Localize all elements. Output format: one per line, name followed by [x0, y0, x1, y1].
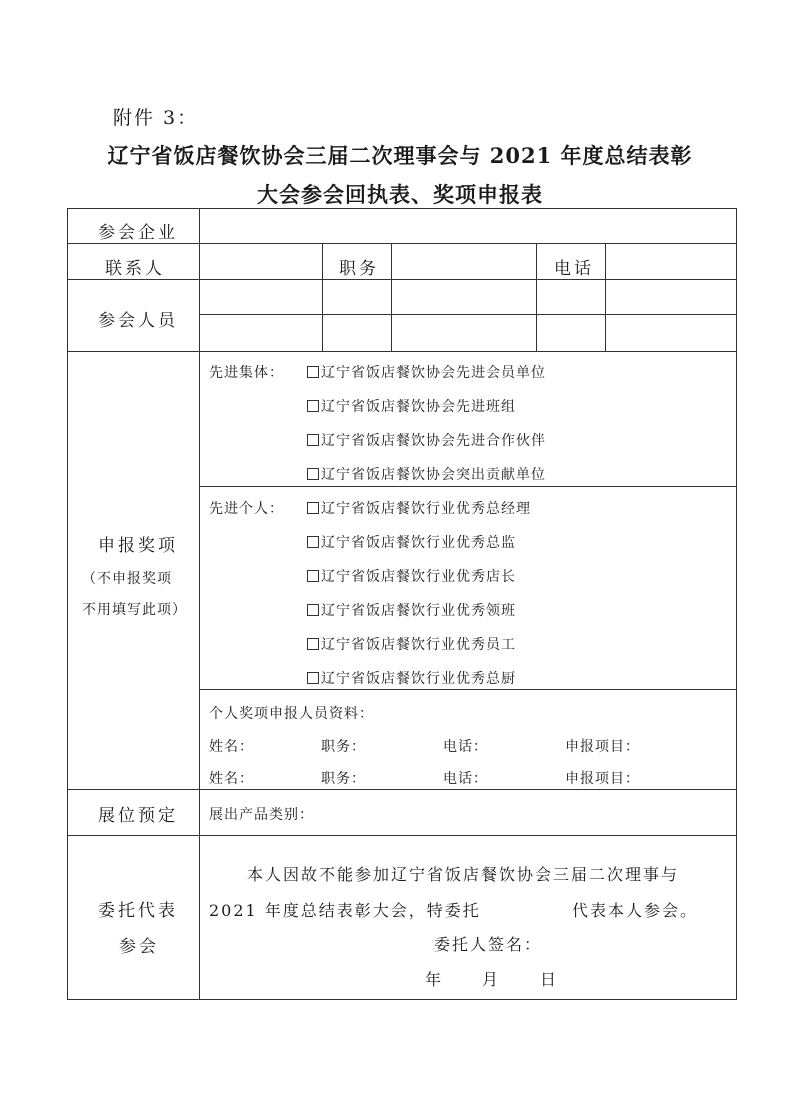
group-award-option[interactable]: 辽宁省饭店餐饮协会先进会员单位: [307, 362, 546, 382]
proxy-label-line-2: 参会: [119, 937, 159, 957]
phone-input[interactable]: [607, 245, 735, 278]
proxy-statement-line-2b: 代表本人参会。: [572, 901, 699, 920]
date-year-label: 年: [425, 970, 444, 989]
checkbox-icon[interactable]: [307, 468, 319, 480]
individual-award-option[interactable]: 辽宁省饭店餐饮行业优秀总厨: [307, 668, 516, 688]
checkbox-icon[interactable]: [307, 536, 319, 548]
individual-award-option[interactable]: 辽宁省饭店餐饮行业优秀领班: [307, 600, 516, 620]
checkbox-icon[interactable]: [307, 604, 319, 616]
company-input[interactable]: [201, 210, 735, 242]
applicant-phone-label: 电话：: [443, 739, 488, 755]
proxy-statement-line-1: 本人因故不能参加辽宁省饭店餐饮协会三届二次理事与: [247, 865, 680, 884]
contact-label: 联系人: [105, 259, 165, 279]
applicant-info-heading: 个人奖项申报人员资料：: [209, 706, 374, 722]
date-month-label: 月: [482, 970, 501, 989]
applicant-name-label: 姓名：: [209, 739, 254, 755]
applicant-item-label: 申报项目：: [565, 771, 640, 787]
signature-label: 委托人签名：: [434, 935, 543, 954]
individual-award-option[interactable]: 辽宁省饭店餐饮行业优秀员工: [307, 634, 516, 654]
checkbox-icon[interactable]: [307, 434, 319, 446]
booth-label: 展位预定: [98, 806, 178, 826]
checkbox-icon[interactable]: [307, 638, 319, 650]
form-title-line-2: 大会参会回执表、奖项申报表: [257, 182, 543, 207]
checkbox-icon[interactable]: [307, 366, 319, 378]
booth-category-label: 展出产品类别：: [209, 807, 314, 823]
group-award-option[interactable]: 辽宁省饭店餐饮协会突出贡献单位: [307, 464, 546, 484]
proxy-statement-line-2a: 2021 年度总结表彰大会，特委托: [209, 901, 481, 920]
proxy-label-line-1: 委托代表: [98, 901, 178, 921]
individual-awards-heading: 先进个人：: [209, 501, 284, 517]
attendees-grid[interactable]: [201, 281, 735, 350]
applicant-position-label: 职务：: [321, 739, 366, 755]
date-day-label: 日: [540, 970, 559, 989]
group-awards-heading: 先进集体：: [209, 365, 284, 381]
position-input[interactable]: [393, 245, 535, 278]
individual-award-option[interactable]: 辽宁省饭店餐饮行业优秀店长: [307, 566, 516, 586]
position-label: 职务: [339, 259, 379, 279]
company-label: 参会企业: [98, 223, 178, 243]
applicant-item-label: 申报项目：: [565, 739, 640, 755]
applicant-name-label: 姓名：: [209, 771, 254, 787]
applicant-phone-label: 电话：: [443, 771, 488, 787]
award-label: 申报奖项: [98, 536, 178, 556]
checkbox-icon[interactable]: [307, 400, 319, 412]
form-title-line-1: 辽宁省饭店餐饮协会三届二次理事会与 2021 年度总结表彰: [107, 143, 693, 168]
checkbox-icon[interactable]: [307, 672, 319, 684]
individual-award-option[interactable]: 辽宁省饭店餐饮行业优秀总监: [307, 532, 516, 552]
award-note-line-1: （不申报奖项: [82, 571, 172, 587]
checkbox-icon[interactable]: [307, 502, 319, 514]
group-award-option[interactable]: 辽宁省饭店餐饮协会先进班组: [307, 396, 516, 416]
individual-award-option[interactable]: 辽宁省饭店餐饮行业优秀总经理: [307, 498, 531, 518]
attendees-label: 参会人员: [98, 311, 178, 331]
contact-input[interactable]: [201, 245, 321, 278]
applicant-position-label: 职务：: [321, 771, 366, 787]
phone-label: 电话: [554, 259, 594, 279]
award-note-line-2: 不用填写此项）: [82, 602, 187, 618]
group-award-option[interactable]: 辽宁省饭店餐饮协会先进合作伙伴: [307, 430, 546, 450]
attachment-label: 附件 3：: [113, 107, 199, 129]
checkbox-icon[interactable]: [307, 570, 319, 582]
